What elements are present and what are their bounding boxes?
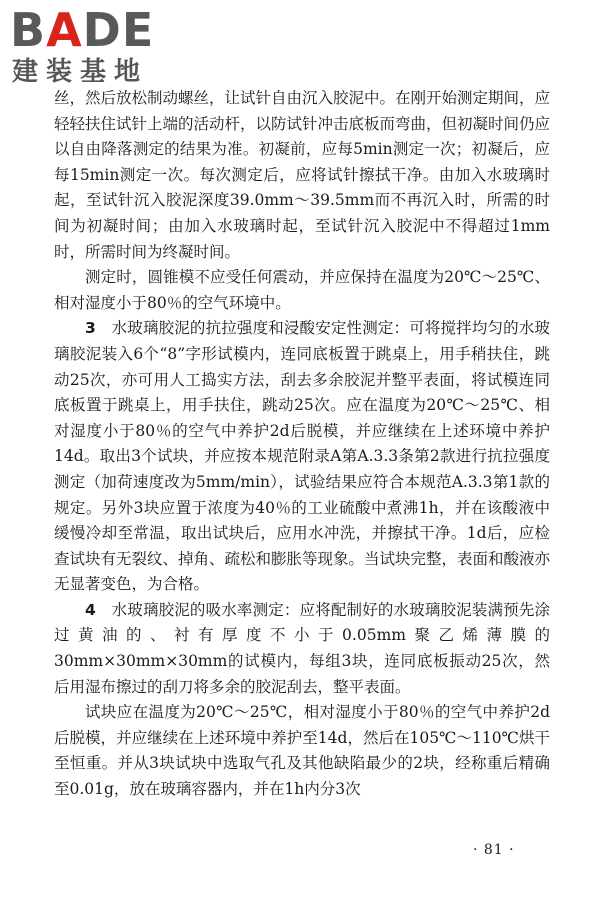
logo-wordmark [10,4,154,56]
paragraph-continuation: 丝，然后放松制动螺丝，让试针自由沉入胶泥中。在刚开始测定期间，应轻轻扶住试针上端的活动杆，以防试针冲击底板而弯曲，但初凝时间仍应以自由降落测定的结果为准。初凝前，应每5min测定一次；初凝后，应每15min测定一次。每次测定后，应将试针擦拭干净。由加入水玻璃时起，至试针沉入胶泥深度39.0mm～39.5mm而不再沉入时，所需的时间为初凝时间；由加入水玻璃时起，至试针沉入胶泥中不得超过1mm时，所需时间为终凝时间。 [54,89,551,261]
item-4-number: 4 [85,600,96,619]
logo-letters-de: DE [82,3,155,57]
item-3-text: 水玻璃胶泥的抗拉强度和浸酸安定性测定：可将搅拌均匀的水玻璃胶泥装入6个“8”字形试模内，连同底板置于跳桌上，用手稍扶住，跳动25次，亦可用人工捣实方法，刮去多余胶泥并整平表面，将试模连同底板置于跳桌上，用手扶住，跳动25次。应在温度为20℃～25℃、相对湿度小于80％的空气中养护2d后脱模，并应继续在上述环境中养护14d。取出3个试块，并应按本规范附录A第A.3.3条第2款进行抗拉强度测定（加荷速度改为5mm/min），试验结果应符合本规范A.3.3第1款的规定。另外3块应置于浓度为40％的工业硫酸中煮沸1h，并在该酸液中缓慢冷却至常温，取出试块后，应用水冲洗，并擦拭干净。1d后，应检查试块有无裂纹、掉角、疏松和膨胀等现象。当试块完整，表面和酸液亦无显著变色，为合格。 [54,319,551,594]
item-4-paragraph [54,598,550,700]
paragraph-vibration-note: 测定时，圆锥模不应受任何震动，并应保持在温度为20℃～25℃、相对湿度小于80％的空气环境中。 [54,268,550,312]
logo-letter-a: A [46,3,83,57]
item-3-number: 3 [85,319,96,338]
logo-letter-b: B [10,3,47,57]
paragraph-curing: 试块应在温度为20℃～25℃，相对湿度小于80％的空气中养护2d后脱模，并应继续在上述环境中养护至14d，然后在105℃～110℃烘干至恒重。并从3块试块中选取气孔及其他缺陷最少的2块，经称重后精确至0.01g，放在玻璃容器内，并在1h内分3次 [54,703,550,799]
brand-logo [10,4,180,90]
logo-chinese-name: 建装基地 [12,57,149,87]
item-3-paragraph [54,316,550,598]
item-4-text: 水玻璃胶泥的吸水率测定：应将配制好的水玻璃胶泥装满预先涂过黄油的、衬有厚度不小于0.05mm聚乙烯薄膜的30mm×30mm×30mm的试模内，每组3块，连同底板振动25次，然后用湿布擦过的刮刀将多余的胶泥刮去，整平表面。 [54,600,550,696]
page-number: · 81 · [473,842,515,858]
page-body [54,86,550,803]
